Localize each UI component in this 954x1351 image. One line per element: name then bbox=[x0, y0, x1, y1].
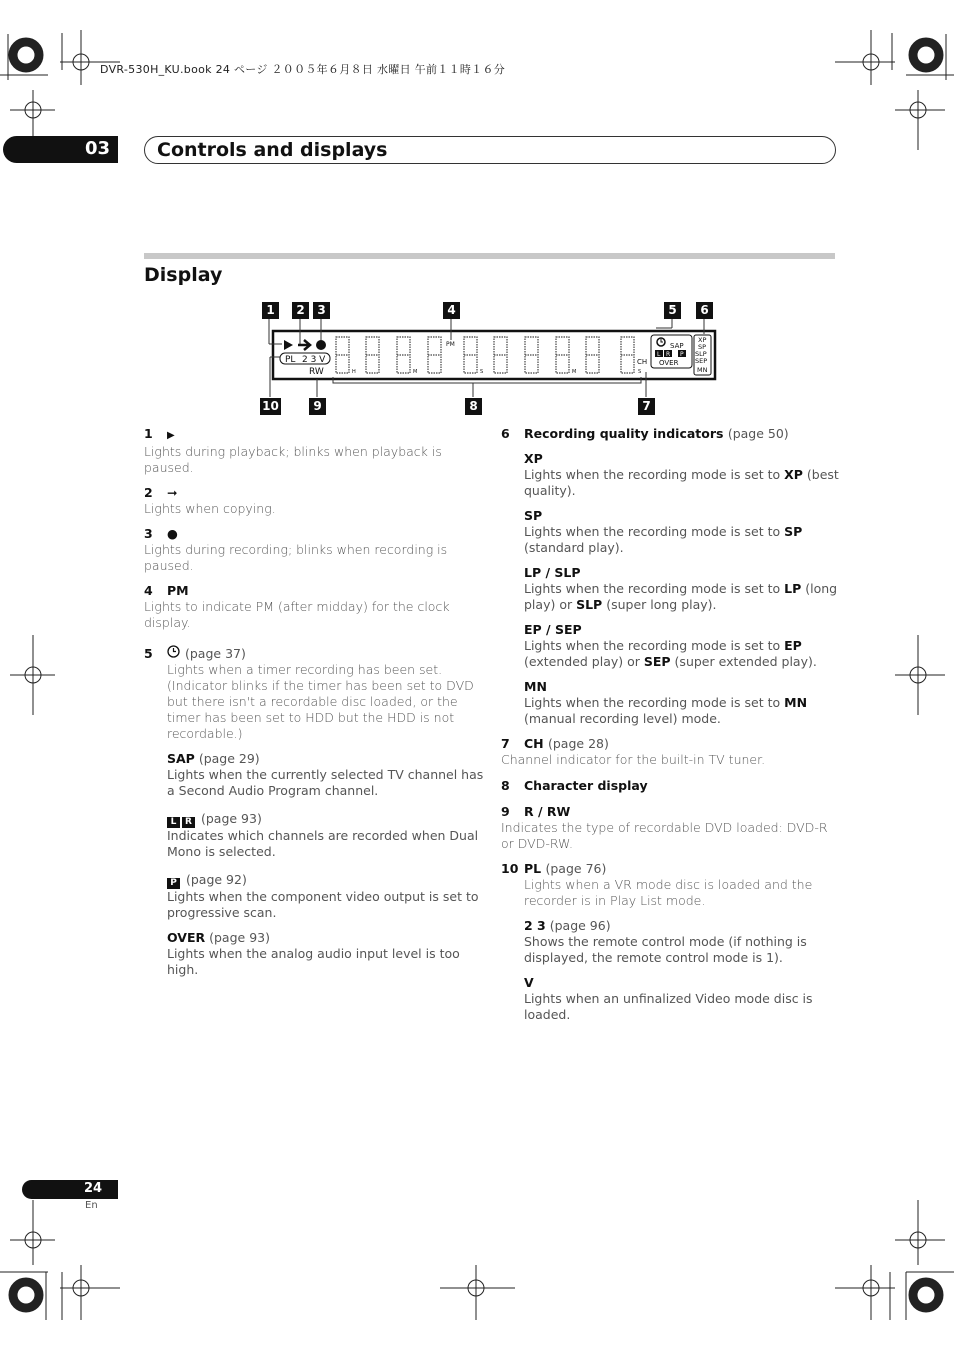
item-description: Indicates the type of recordable DVD loaded: DVD-R or DVD-RW. bbox=[501, 820, 828, 851]
sub-description bbox=[524, 638, 841, 670]
sub-title: XP bbox=[524, 451, 543, 466]
desc-text: Lights when the recording mode is set to bbox=[524, 638, 785, 653]
chapter-title: Controls and displays bbox=[157, 139, 388, 161]
r-channel-icon: R bbox=[182, 817, 195, 828]
sub-sap bbox=[167, 751, 484, 799]
callout-4: 4 bbox=[443, 302, 460, 319]
quality-sub-2 bbox=[524, 565, 841, 613]
xp-indicator: XP bbox=[698, 336, 707, 344]
item-6 bbox=[501, 426, 841, 442]
item-title: PL bbox=[524, 861, 542, 876]
page-ref: (page 28) bbox=[548, 736, 609, 751]
desc-text: Lights when the recording mode is set to bbox=[524, 524, 785, 539]
item-7 bbox=[501, 736, 841, 768]
item-description: Lights during playback; blinks when playback is paused. bbox=[144, 444, 442, 475]
item-10 bbox=[501, 861, 841, 909]
item-3 bbox=[144, 526, 484, 574]
seg-m-label: M bbox=[413, 369, 418, 375]
pl-indicator: PL bbox=[285, 355, 296, 365]
page-ref: (page 37) bbox=[185, 646, 246, 661]
desc-bold: EP bbox=[784, 638, 802, 653]
callout-2: 2 bbox=[292, 302, 309, 319]
play-icon: ▶ bbox=[167, 430, 175, 441]
item-number: 4 bbox=[144, 583, 153, 598]
sub-progressive bbox=[167, 872, 484, 921]
item-title: PM bbox=[167, 583, 189, 598]
page-ref: (page 76) bbox=[545, 861, 607, 876]
desc-bold: LP bbox=[784, 581, 802, 596]
sp-indicator: SP bbox=[698, 343, 707, 351]
item-number: 10 bbox=[501, 861, 519, 876]
item-number: 5 bbox=[144, 646, 153, 661]
item-description: Lights when a VR mode disc is loaded and the recorder is in Play List mode. bbox=[524, 877, 813, 908]
desc-text: (manual recording level) mode. bbox=[524, 711, 721, 726]
desc-bold: SLP bbox=[576, 597, 603, 612]
pm-indicator: PM bbox=[446, 341, 455, 348]
desc-text: Lights when the recording mode is set to bbox=[524, 467, 785, 482]
sub-title: OVER bbox=[167, 930, 206, 945]
seg-s2-label: S bbox=[638, 369, 642, 375]
right-column bbox=[501, 426, 841, 1032]
desc-text: (long play) or bbox=[524, 581, 838, 612]
desc-text: (super extended play). bbox=[670, 654, 817, 669]
item-number: 7 bbox=[501, 736, 510, 751]
sub-title: SP bbox=[524, 508, 543, 523]
sub-description: Lights when the component video output is set to progressive scan. bbox=[167, 889, 479, 920]
item-number: 8 bbox=[501, 778, 510, 793]
item-number: 3 bbox=[144, 526, 153, 541]
sub-description bbox=[524, 524, 841, 556]
item-number: 6 bbox=[501, 426, 510, 441]
sub-title: MN bbox=[524, 679, 547, 694]
desc-text: (super long play). bbox=[602, 597, 717, 612]
item-title: Character display bbox=[524, 778, 648, 793]
quality-sub-3 bbox=[524, 622, 841, 670]
seg-m2-label: M bbox=[572, 369, 577, 375]
book-header: DVR-530H_KU.book 24 ページ ２００５年６月８日 水曜日 午前１１時１６分 bbox=[100, 63, 506, 76]
page-ref: (page 29) bbox=[198, 751, 260, 766]
item-description: Lights when a timer recording has been set. (Indicator blinks if the timer has been set to DVD but there isn't a recordable disc loaded, or the timer has been set to HDD but the HDD is not recordable.) bbox=[167, 662, 474, 741]
sub-lr bbox=[167, 811, 484, 860]
mn-indicator: MN bbox=[697, 366, 708, 374]
page-ref: (page 96) bbox=[549, 918, 611, 933]
sub-title: V bbox=[524, 975, 534, 990]
item-2 bbox=[144, 485, 484, 517]
sub-title: SAP bbox=[167, 751, 195, 766]
desc-text: Lights when the recording mode is set to bbox=[524, 695, 785, 710]
progressive-icon: P bbox=[167, 878, 180, 889]
sub-description: Shows the remote control mode (if nothing is displayed, the remote control mode is 1). bbox=[524, 934, 807, 965]
item-description: Lights when copying. bbox=[144, 501, 276, 516]
section-title: Display bbox=[144, 264, 223, 286]
sub-description: Indicates which channels are recorded when Dual Mono is selected. bbox=[167, 828, 479, 859]
ch-indicator: CH bbox=[637, 358, 648, 366]
l-indicator: L bbox=[657, 351, 661, 358]
sub-over bbox=[167, 930, 484, 978]
sub-description: Lights when the analog audio input level is too high. bbox=[167, 946, 460, 977]
sub-description: Lights when the currently selected TV channel has a Second Audio Program channel. bbox=[167, 767, 484, 798]
item-number: 1 bbox=[144, 426, 153, 441]
callout-7: 7 bbox=[638, 398, 655, 415]
chapter-number: 03 bbox=[85, 138, 111, 159]
page-number-tab bbox=[22, 1180, 118, 1199]
item-number: 2 bbox=[144, 485, 153, 500]
copy-arrow-icon: ➞ bbox=[167, 485, 178, 500]
sub-title: 2 3 bbox=[524, 918, 546, 933]
callout-10: 10 bbox=[260, 398, 281, 415]
quality-sub-0 bbox=[524, 451, 841, 499]
page-ref: (page 93) bbox=[200, 811, 262, 826]
callout-8: 8 bbox=[465, 398, 482, 415]
item-description: Lights during recording; blinks when recording is paused. bbox=[144, 542, 448, 573]
chapter-title-box bbox=[144, 136, 836, 164]
rw-indicator: RW bbox=[309, 367, 324, 377]
sub-title: EP / SEP bbox=[524, 622, 582, 637]
item-5 bbox=[144, 645, 484, 742]
desc-text: (extended play) or bbox=[524, 654, 644, 669]
quality-sub-4 bbox=[524, 679, 841, 727]
sap-indicator: SAP bbox=[670, 342, 684, 350]
quality-sub-1 bbox=[524, 508, 841, 556]
item-title: R / RW bbox=[524, 804, 571, 819]
callout-1: 1 bbox=[262, 302, 279, 319]
item-4 bbox=[144, 583, 484, 631]
chapter-number-tab bbox=[3, 136, 118, 163]
seg-h-label: H bbox=[352, 369, 356, 375]
sub-remote-mode bbox=[524, 918, 841, 966]
item-number: 9 bbox=[501, 804, 510, 819]
desc-bold: SEP bbox=[643, 654, 671, 669]
record-dot-icon: ● bbox=[167, 526, 178, 541]
language-code: En bbox=[85, 1200, 98, 1211]
desc-bold: MN bbox=[784, 695, 808, 710]
desc-text: (standard play). bbox=[524, 540, 624, 555]
over-indicator: OVER bbox=[659, 359, 679, 367]
sub-description bbox=[524, 695, 841, 727]
desc-text: Lights when the recording mode is set to bbox=[524, 581, 785, 596]
page-ref: (page 92) bbox=[185, 872, 247, 887]
item-9 bbox=[501, 804, 841, 852]
p-indicator: P bbox=[680, 351, 684, 358]
sub-description: Lights when an unfinalized Video mode disc is loaded. bbox=[524, 991, 813, 1022]
item-description: Lights to indicate PM (after midday) for the clock display. bbox=[144, 599, 450, 630]
timer-clock-icon bbox=[167, 645, 180, 658]
callout-6: 6 bbox=[696, 302, 713, 319]
desc-bold: XP bbox=[784, 467, 803, 482]
page-number: 24 bbox=[84, 1181, 103, 1196]
item-description: Channel indicator for the built-in TV tuner. bbox=[501, 752, 766, 767]
seg-s-label: S bbox=[480, 369, 484, 375]
sep-indicator: SEP bbox=[695, 357, 708, 365]
l-channel-icon: L bbox=[167, 817, 180, 828]
item-title: CH bbox=[524, 736, 544, 751]
item-8 bbox=[501, 778, 841, 794]
sub-description bbox=[524, 467, 841, 499]
callout-3: 3 bbox=[313, 302, 330, 319]
section-rule bbox=[144, 253, 835, 259]
callout-5: 5 bbox=[664, 302, 681, 319]
r-indicator: R bbox=[666, 351, 671, 358]
sub-video-mode bbox=[524, 975, 841, 1023]
sub-title: LP / SLP bbox=[524, 565, 581, 580]
left-column bbox=[144, 426, 484, 987]
front-panel-display-figure bbox=[258, 300, 720, 418]
sub-description bbox=[524, 581, 841, 613]
mode-indicator: 2 3 V bbox=[302, 355, 326, 365]
callout-9: 9 bbox=[309, 398, 326, 415]
page-ref: (page 93) bbox=[209, 930, 270, 945]
desc-text: (best quality). bbox=[524, 467, 839, 498]
item-1 bbox=[144, 426, 484, 476]
page-ref: (page 50) bbox=[727, 426, 789, 441]
item-title: Recording quality indicators bbox=[524, 426, 724, 441]
slp-indicator: SLP bbox=[695, 350, 707, 358]
record-indicator bbox=[316, 340, 326, 350]
desc-bold: SP bbox=[784, 524, 803, 539]
